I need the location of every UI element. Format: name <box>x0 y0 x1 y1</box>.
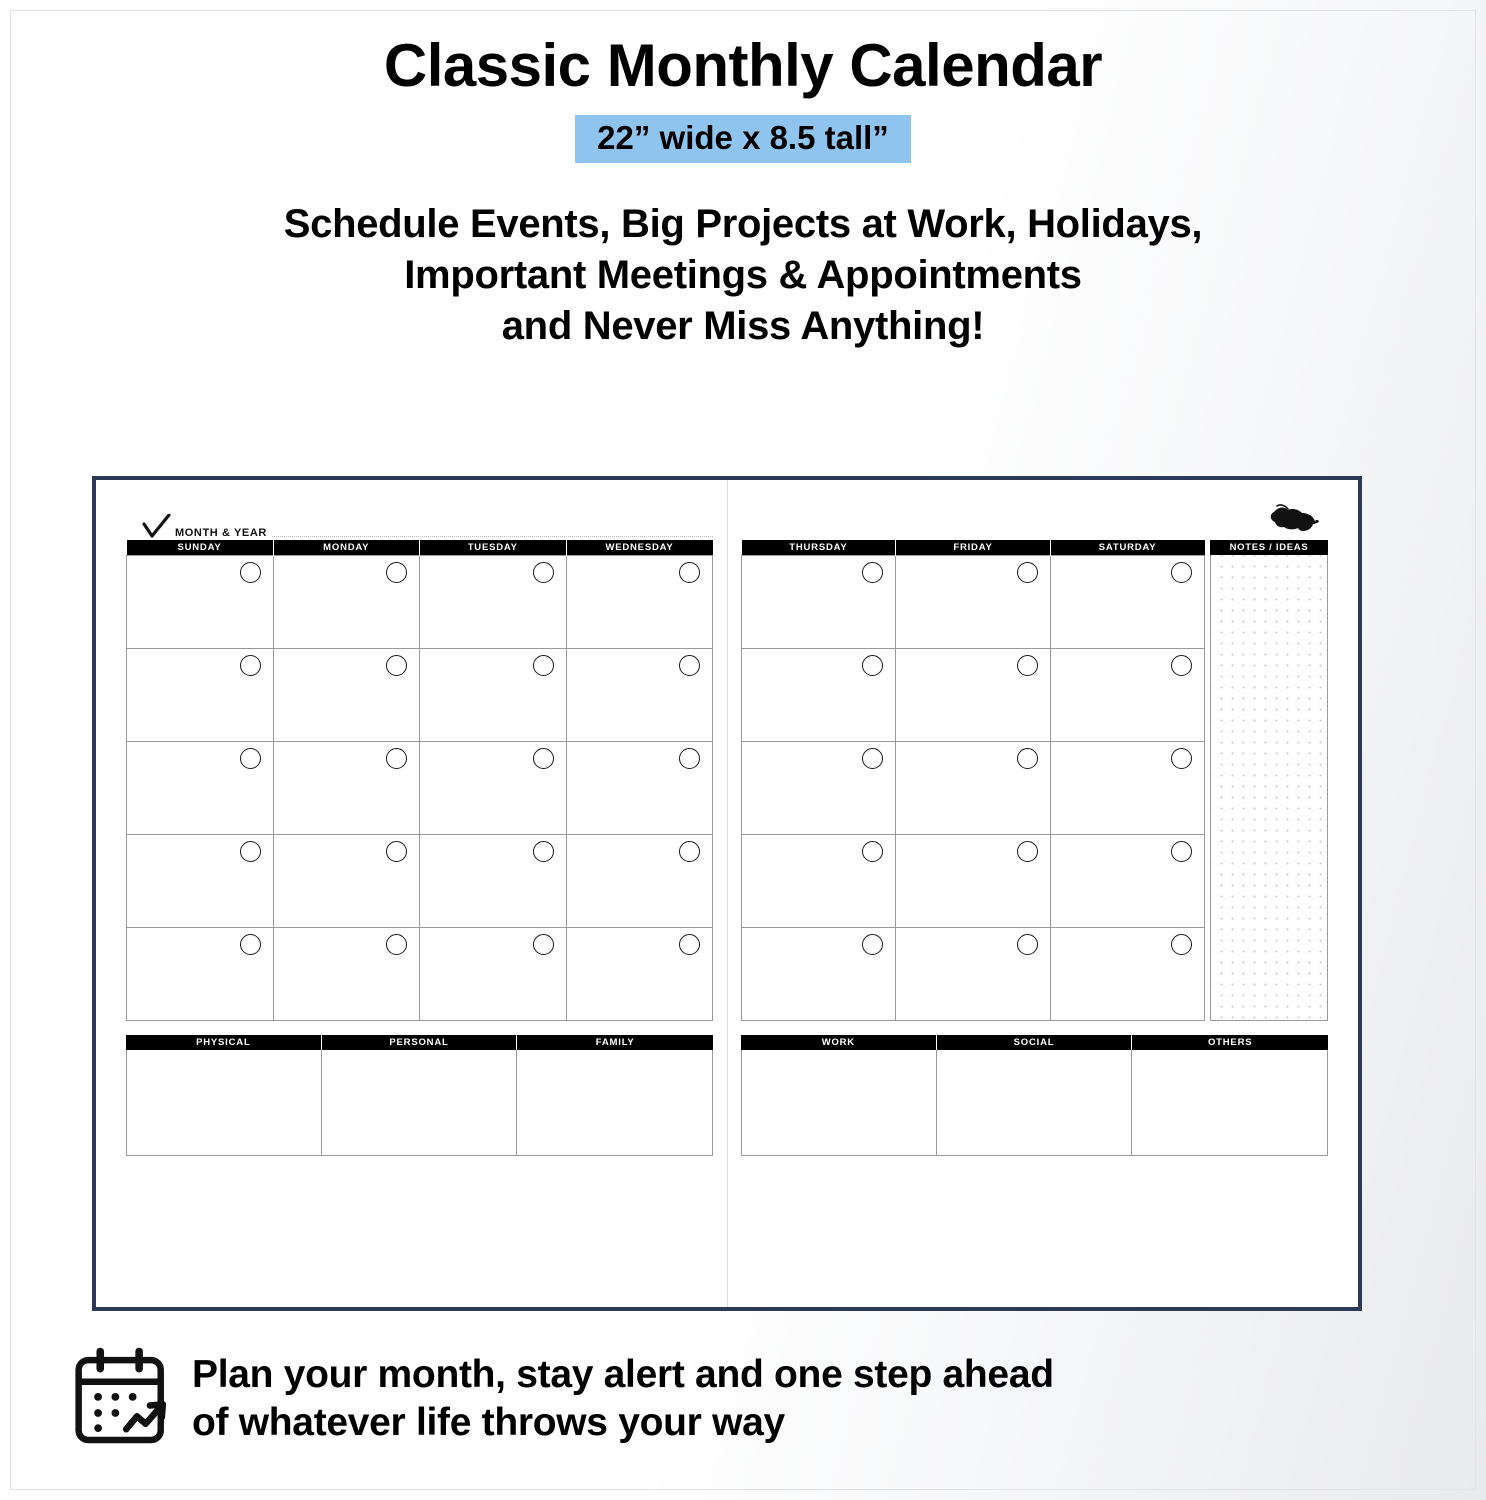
subtitle-line-3: and Never Miss Anything! <box>501 304 985 349</box>
month-year-rule <box>272 535 713 537</box>
category-others-area[interactable] <box>1132 1050 1328 1156</box>
day-cell[interactable] <box>273 835 420 928</box>
day-number-circle[interactable] <box>386 934 407 955</box>
day-cell[interactable] <box>127 835 274 928</box>
day-number-circle[interactable] <box>386 655 407 676</box>
bison-logo-icon <box>1268 504 1322 534</box>
day-number-circle[interactable] <box>533 655 554 676</box>
day-cell[interactable] <box>896 928 1050 1021</box>
day-cell[interactable] <box>273 928 420 1021</box>
day-cell[interactable] <box>420 556 567 649</box>
day-number-circle[interactable] <box>1171 841 1192 862</box>
month-year-field[interactable] <box>126 498 713 540</box>
day-number-circle[interactable] <box>679 841 700 862</box>
day-number-circle[interactable] <box>533 562 554 583</box>
day-cell[interactable] <box>896 742 1050 835</box>
day-number-circle[interactable] <box>386 841 407 862</box>
day-cell[interactable] <box>1050 649 1204 742</box>
category-others-label: OTHERS <box>1132 1035 1328 1050</box>
day-cell[interactable] <box>742 928 896 1021</box>
day-cell[interactable] <box>566 835 713 928</box>
day-cell[interactable] <box>420 649 567 742</box>
brand-logo-row <box>741 498 1328 540</box>
day-cell[interactable] <box>742 649 896 742</box>
day-cell[interactable] <box>566 742 713 835</box>
day-number-circle[interactable] <box>386 748 407 769</box>
page-title: Classic Monthly Calendar <box>383 32 1103 99</box>
table-row <box>127 649 713 742</box>
day-number-circle[interactable] <box>1017 934 1038 955</box>
footer-line-1: Plan your month, stay alert and one step ahead <box>192 1352 1054 1396</box>
subtitle <box>108 199 1378 353</box>
category-personal-label: PERSONAL <box>322 1035 518 1050</box>
left-category-strip <box>126 1035 713 1156</box>
day-number-circle[interactable] <box>679 748 700 769</box>
category-family[interactable] <box>517 1035 713 1156</box>
table-row <box>127 835 713 928</box>
day-cell[interactable] <box>273 556 420 649</box>
day-cell[interactable] <box>742 556 896 649</box>
right-grid-wrap <box>741 540 1328 1021</box>
header <box>0 0 1486 353</box>
day-number-circle[interactable] <box>679 562 700 583</box>
calendar-spread <box>92 476 1362 1311</box>
day-number-circle[interactable] <box>240 655 261 676</box>
weekday-header-wednesday: WEDNESDAY <box>566 540 713 556</box>
day-number-circle[interactable] <box>533 748 554 769</box>
day-cell[interactable] <box>420 928 567 1021</box>
weekday-header-thursday: THURSDAY <box>742 540 896 556</box>
category-family-label: FAMILY <box>517 1035 713 1050</box>
category-family-area[interactable] <box>517 1050 713 1156</box>
weekday-header-row <box>742 540 1205 556</box>
right-category-strip <box>741 1035 1328 1156</box>
day-cell[interactable] <box>127 742 274 835</box>
day-number-circle[interactable] <box>240 748 261 769</box>
table-row <box>742 928 1205 1021</box>
day-cell[interactable] <box>896 835 1050 928</box>
day-cell[interactable] <box>566 928 713 1021</box>
day-cell[interactable] <box>742 835 896 928</box>
weekday-header-row <box>127 540 713 556</box>
day-number-circle[interactable] <box>862 841 883 862</box>
day-number-circle[interactable] <box>1017 655 1038 676</box>
table-row <box>742 649 1205 742</box>
category-personal[interactable] <box>322 1035 518 1156</box>
day-cell[interactable] <box>127 928 274 1021</box>
subtitle-line-1: Schedule Events, Big Projects at Work, Holidays, <box>283 201 1203 246</box>
day-cell[interactable] <box>420 835 567 928</box>
size-badge: 22” wide x 8.5 tall” <box>575 115 911 163</box>
calendar-right-page <box>727 498 1342 1291</box>
day-number-circle[interactable] <box>1017 562 1038 583</box>
category-social[interactable] <box>937 1035 1133 1156</box>
notes-header: NOTES / IDEAS <box>1210 540 1328 555</box>
day-cell[interactable] <box>742 742 896 835</box>
day-number-circle[interactable] <box>1171 934 1192 955</box>
day-cell[interactable] <box>420 742 567 835</box>
table-row <box>127 742 713 835</box>
weekday-header-saturday: SATURDAY <box>1050 540 1204 556</box>
weekday-header-sunday: SUNDAY <box>127 540 274 556</box>
day-number-circle[interactable] <box>1017 748 1038 769</box>
table-row <box>127 556 713 649</box>
checkmark-icon <box>142 514 172 540</box>
size-badge-container <box>0 115 1486 163</box>
day-cell[interactable] <box>1050 928 1204 1021</box>
table-row <box>127 928 713 1021</box>
day-number-circle[interactable] <box>240 841 261 862</box>
weekday-header-tuesday: TUESDAY <box>420 540 567 556</box>
day-number-circle[interactable] <box>1171 562 1192 583</box>
day-number-circle[interactable] <box>679 655 700 676</box>
day-number-circle[interactable] <box>862 748 883 769</box>
category-personal-area[interactable] <box>322 1050 518 1156</box>
table-row <box>742 835 1205 928</box>
day-number-circle[interactable] <box>386 562 407 583</box>
calendar-grid-left <box>126 540 713 1021</box>
category-social-area[interactable] <box>937 1050 1133 1156</box>
category-physical-label: PHYSICAL <box>126 1035 322 1050</box>
category-work-area[interactable] <box>741 1050 937 1156</box>
table-row <box>742 742 1205 835</box>
day-cell[interactable] <box>896 649 1050 742</box>
calendar-chart-icon <box>70 1345 178 1453</box>
category-physical-area[interactable] <box>126 1050 322 1156</box>
footer-text <box>192 1351 1054 1448</box>
day-number-circle[interactable] <box>1017 841 1038 862</box>
category-others[interactable] <box>1132 1035 1328 1156</box>
calendar-grid-right <box>741 540 1205 1021</box>
day-number-circle[interactable] <box>1171 655 1192 676</box>
notes-dotted-area[interactable] <box>1210 555 1328 1021</box>
weekday-header-friday: FRIDAY <box>896 540 1050 556</box>
category-physical[interactable] <box>126 1035 322 1156</box>
day-number-circle[interactable] <box>1171 748 1192 769</box>
day-cell[interactable] <box>566 649 713 742</box>
category-work-label: WORK <box>741 1035 937 1050</box>
day-number-circle[interactable] <box>862 655 883 676</box>
subtitle-line-2: Important Meetings & Appointments <box>404 253 1082 298</box>
day-cell[interactable] <box>1050 835 1204 928</box>
day-number-circle[interactable] <box>679 934 700 955</box>
day-cell[interactable] <box>127 649 274 742</box>
day-cell[interactable] <box>896 556 1050 649</box>
footer <box>70 1345 1420 1453</box>
day-number-circle[interactable] <box>862 934 883 955</box>
day-cell[interactable] <box>1050 742 1204 835</box>
day-cell[interactable] <box>127 556 274 649</box>
day-number-circle[interactable] <box>862 562 883 583</box>
category-social-label: SOCIAL <box>937 1035 1133 1050</box>
category-work[interactable] <box>741 1035 937 1156</box>
day-number-circle[interactable] <box>533 934 554 955</box>
day-cell[interactable] <box>566 556 713 649</box>
day-number-circle[interactable] <box>533 841 554 862</box>
day-cell[interactable] <box>1050 556 1204 649</box>
month-year-label: MONTH & YEAR <box>175 527 267 539</box>
weekday-header-monday: MONDAY <box>273 540 420 556</box>
day-number-circle[interactable] <box>240 562 261 583</box>
day-cell[interactable] <box>273 649 420 742</box>
calendar-left-page <box>112 498 727 1291</box>
day-cell[interactable] <box>273 742 420 835</box>
left-grid-wrap <box>126 540 713 1021</box>
table-row <box>742 556 1205 649</box>
footer-line-2: of whatever life throws your way <box>192 1401 785 1444</box>
notes-column <box>1210 540 1328 1021</box>
day-number-circle[interactable] <box>240 934 261 955</box>
